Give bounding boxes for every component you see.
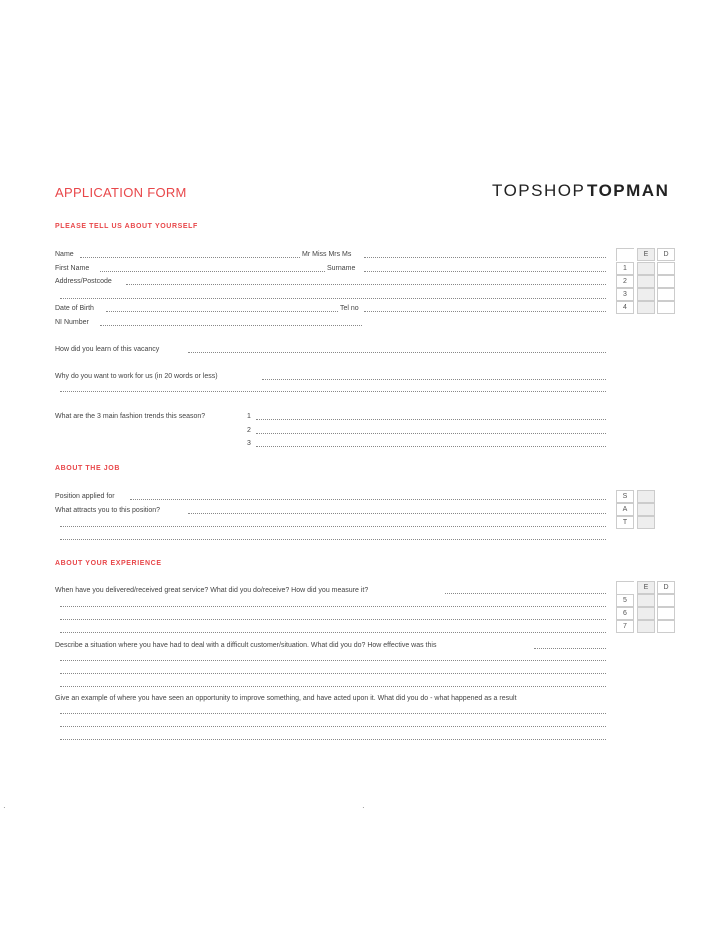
title-options-label: Mr Miss Mrs Ms	[302, 251, 352, 258]
address-label: Address/Postcode	[55, 278, 112, 285]
attracts-field-line-3[interactable]	[60, 539, 606, 540]
ni-number-field[interactable]	[100, 325, 362, 326]
grid3-d-5[interactable]	[657, 594, 675, 607]
grid1-header-d: D	[657, 248, 675, 261]
surname-label: Surname	[327, 265, 356, 272]
grid1-row-label-3: 3	[616, 288, 634, 301]
name-field[interactable]	[80, 257, 300, 258]
grid1-header-e: E	[637, 248, 655, 261]
brand-topshop-logo: TOPSHOP	[492, 181, 586, 200]
why-work-field-line-1[interactable]	[262, 379, 606, 380]
improve-answer-line-3[interactable]	[60, 739, 606, 740]
dob-label: Date of Birth	[55, 305, 94, 312]
grid1-d-1[interactable]	[657, 262, 675, 275]
difficult-answer-line-3[interactable]	[60, 673, 606, 674]
trend-number-2: 2	[247, 427, 251, 434]
grid1-row-label-2: 2	[616, 275, 634, 288]
section-about-experience: ABOUT YOUR EXPERIENCE	[55, 560, 162, 567]
grid1-corner	[616, 248, 634, 261]
grid2-cell-a[interactable]	[637, 503, 655, 516]
grid1-e-4[interactable]	[637, 301, 655, 314]
attracts-field-line-1[interactable]	[188, 513, 606, 514]
surname-field[interactable]	[364, 271, 606, 272]
title-field[interactable]	[364, 257, 606, 258]
tel-field[interactable]	[364, 311, 606, 312]
grid2-cell-t[interactable]	[637, 516, 655, 529]
learn-vacancy-field[interactable]	[188, 352, 606, 353]
first-name-field[interactable]	[100, 271, 325, 272]
section-about-job: ABOUT THE JOB	[55, 465, 120, 472]
trend-number-3: 3	[247, 440, 251, 447]
grid3-header-d: D	[657, 581, 675, 594]
first-name-label: First Name	[55, 265, 90, 272]
improve-answer-line-1[interactable]	[60, 713, 606, 714]
service-question-label: When have you delivered/received great service? What did you do/receive? How did you measure it?	[55, 587, 369, 594]
difficult-answer-line-2[interactable]	[60, 660, 606, 661]
attracts-field-line-2[interactable]	[60, 526, 606, 527]
difficult-answer-line-1[interactable]	[534, 648, 606, 649]
service-answer-line-2[interactable]	[60, 606, 606, 607]
grid3-d-6[interactable]	[657, 607, 675, 620]
grid3-row-label-5: 5	[616, 594, 634, 607]
tel-label: Tel no	[340, 305, 359, 312]
address-field-line-2[interactable]	[60, 298, 606, 299]
why-work-field-line-2[interactable]	[60, 391, 606, 392]
trend-field-1[interactable]	[256, 419, 606, 420]
grid3-e-7[interactable]	[637, 620, 655, 633]
grid1-e-1[interactable]	[637, 262, 655, 275]
position-field[interactable]	[130, 499, 606, 500]
grid1-d-3[interactable]	[657, 288, 675, 301]
improve-answer-line-2[interactable]	[60, 726, 606, 727]
difficult-answer-line-4[interactable]	[60, 686, 606, 687]
grid1-d-2[interactable]	[657, 275, 675, 288]
crop-mark-left: ·	[3, 803, 6, 812]
position-label: Position applied for	[55, 493, 115, 500]
trend-number-1: 1	[247, 413, 251, 420]
section-about-yourself: PLEASE TELL US ABOUT YOURSELF	[55, 223, 198, 230]
grid3-row-label-7: 7	[616, 620, 634, 633]
why-work-label: Why do you want to work for us (in 20 words or less)	[55, 373, 218, 380]
grid3-corner	[616, 581, 634, 594]
fashion-trends-label: What are the 3 main fashion trends this season?	[55, 413, 206, 420]
grid3-row-label-6: 6	[616, 607, 634, 620]
service-answer-line-4[interactable]	[60, 632, 606, 633]
grid1-row-label-4: 4	[616, 301, 634, 314]
difficult-question-label: Describe a situation where you have had to deal with a difficult customer/situation. What did you do? How effective was this	[55, 642, 437, 649]
form-title: APPLICATION FORM	[55, 185, 187, 200]
grid1-d-4[interactable]	[657, 301, 675, 314]
grid2-row-label-a: A	[616, 503, 634, 516]
grid3-d-7[interactable]	[657, 620, 675, 633]
crop-mark-center: ·	[362, 803, 365, 812]
dob-field[interactable]	[106, 311, 338, 312]
trend-field-3[interactable]	[256, 446, 606, 447]
grid3-e-5[interactable]	[637, 594, 655, 607]
address-field-line-1[interactable]	[126, 284, 606, 285]
grid1-e-3[interactable]	[637, 288, 655, 301]
ni-number-label: NI Number	[55, 319, 89, 326]
grid3-header-e: E	[637, 581, 655, 594]
service-answer-line-1[interactable]	[445, 593, 606, 594]
learn-vacancy-label: How did you learn of this vacancy	[55, 346, 160, 353]
brand-topman-logo: TOPMAN	[587, 181, 670, 200]
grid1-row-label-1: 1	[616, 262, 634, 275]
service-answer-line-3[interactable]	[60, 619, 606, 620]
grid2-row-label-t: T	[616, 516, 634, 529]
grid2-row-label-s: S	[616, 490, 634, 503]
grid2-cell-s[interactable]	[637, 490, 655, 503]
improve-question-label: Give an example of where you have seen an opportunity to improve something, and have acted upon it. What did you do - what happened as a result	[55, 695, 517, 702]
name-label: Name	[55, 251, 74, 258]
attracts-label: What attracts you to this position?	[55, 507, 161, 514]
grid3-e-6[interactable]	[637, 607, 655, 620]
trend-field-2[interactable]	[256, 433, 606, 434]
grid1-e-2[interactable]	[637, 275, 655, 288]
